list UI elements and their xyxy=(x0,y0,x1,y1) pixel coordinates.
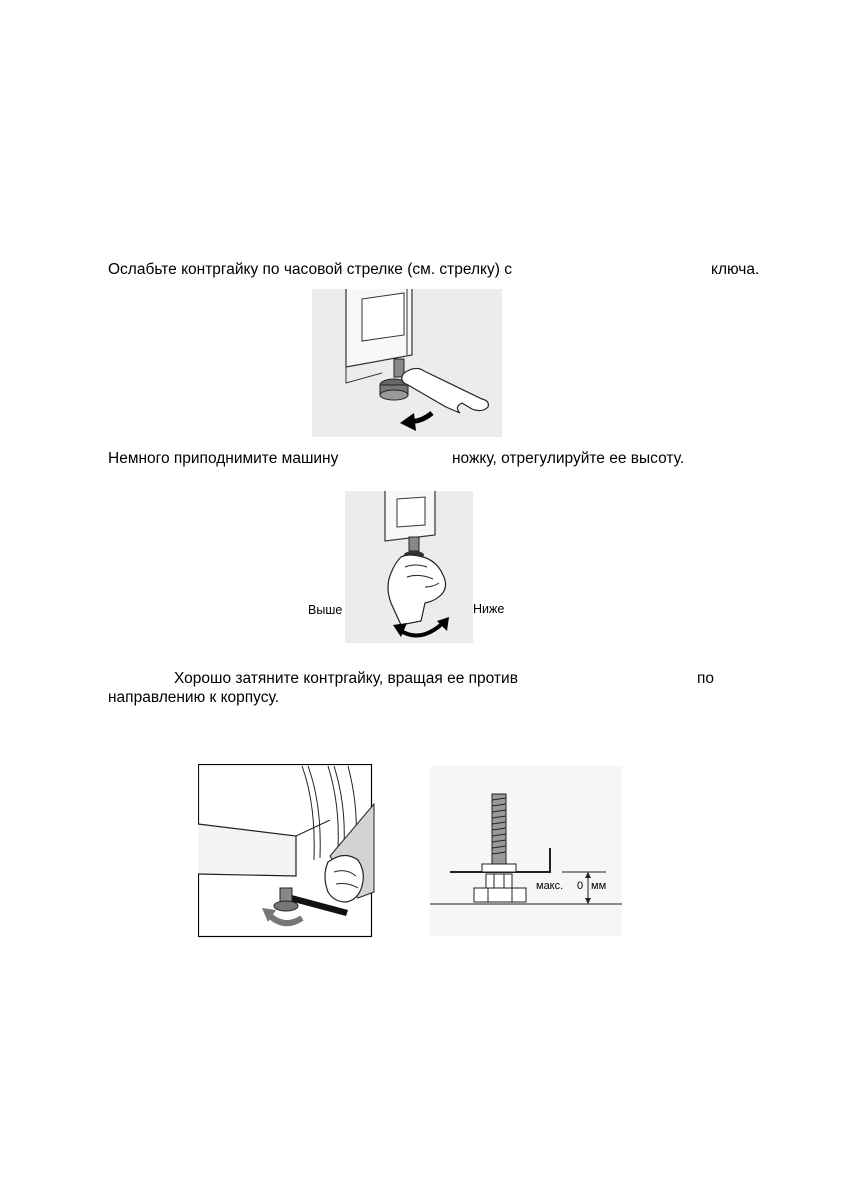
figure-wrench-tighten xyxy=(198,764,388,938)
step3-text-line1: Хорошо затяните контргайку, вращая ее против xyxy=(174,670,518,687)
label-lower: Ниже xyxy=(473,602,505,616)
step3-text-line1-end: по xyxy=(697,670,715,687)
step1-text-end: ключа. xyxy=(711,261,760,278)
step2-text-end: ножку, отрегулируйте ее высоту. xyxy=(452,450,685,467)
figure-wrench-loosen xyxy=(312,289,502,437)
label-max: макс. xyxy=(536,880,564,892)
figure-height-diagram xyxy=(430,766,622,936)
step1-text: Ослабьте контргайку по часовой стрелке (см. стрелку) с xyxy=(108,261,512,278)
label-max-unit: мм xyxy=(591,880,607,892)
step3-text-line2: направлению к корпусу. xyxy=(108,689,280,706)
step2-text: Немного приподнимите машину xyxy=(108,450,339,467)
label-max-value: 0 xyxy=(577,880,584,892)
label-higher: Выше xyxy=(308,603,343,617)
figure-hand-adjust xyxy=(345,491,473,643)
